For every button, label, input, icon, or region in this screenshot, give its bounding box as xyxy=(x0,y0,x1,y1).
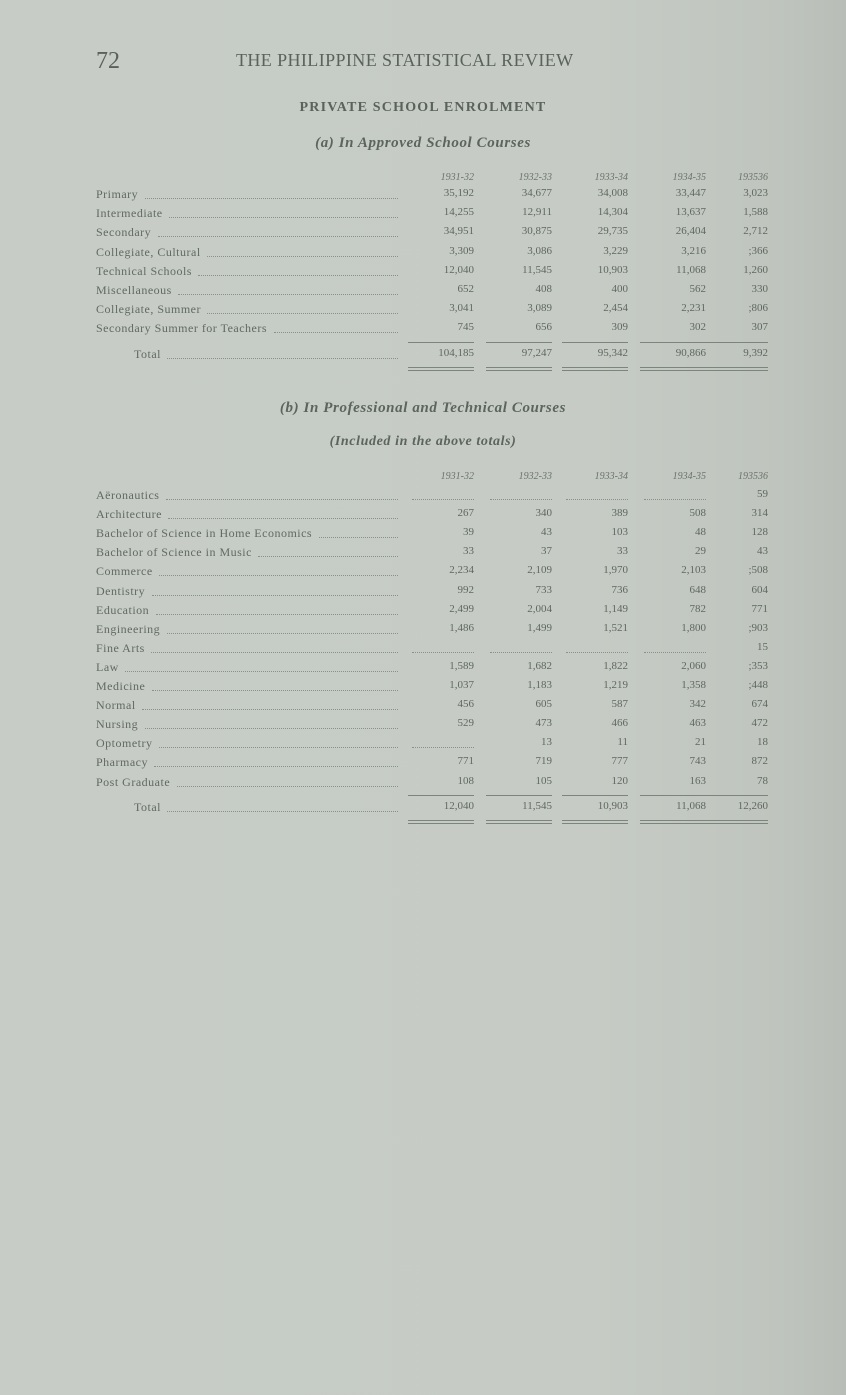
table-row xyxy=(0,245,846,264)
cell-value: 2,109 xyxy=(527,564,552,577)
row-label: Post Graduate xyxy=(96,774,171,789)
cell-value: 992 xyxy=(457,583,474,596)
cell-value: 34,008 xyxy=(597,187,628,199)
row-label: Secondary Summer for Teachers xyxy=(96,321,268,336)
cell-value: 3,309 xyxy=(449,244,474,257)
leader-dots xyxy=(177,786,398,787)
row-label: Collegiate, Summer xyxy=(96,302,201,317)
cell-value: 562 xyxy=(689,283,706,295)
cell-value: 14,255 xyxy=(443,206,474,219)
double-rule xyxy=(702,367,768,371)
empty-cell-dots xyxy=(644,499,706,500)
row-label: Commerce xyxy=(96,564,153,579)
cell-value: 771 xyxy=(457,755,474,768)
sum-rule xyxy=(702,342,768,343)
cell-value: 21 xyxy=(695,736,706,749)
cell-value: 1,149 xyxy=(603,602,628,615)
double-rule xyxy=(640,820,706,824)
sum-rule xyxy=(640,795,706,796)
leader-dots xyxy=(319,537,398,538)
cell-value: ;353 xyxy=(748,659,768,672)
double-rule xyxy=(486,820,552,824)
cell-value: 782 xyxy=(689,602,706,615)
row-label: Medicine xyxy=(96,679,146,693)
year-header: 1933-34 xyxy=(594,172,628,183)
cell-value: 11,545 xyxy=(522,263,552,276)
cell-value: 1,260 xyxy=(743,263,768,276)
table-row xyxy=(0,225,846,244)
cell-value: 18 xyxy=(757,736,768,749)
cell-value: ;448 xyxy=(748,679,768,691)
double-rule xyxy=(640,367,706,371)
sum-rule xyxy=(562,342,628,343)
cell-value: 1,521 xyxy=(603,621,628,634)
cell-value: 307 xyxy=(751,321,768,334)
cell-value: 12,040 xyxy=(443,263,474,276)
cell-value: 34,677 xyxy=(521,187,552,199)
cell-value: 408 xyxy=(535,283,552,295)
cell-value: 2,103 xyxy=(681,564,706,577)
cell-value: 508 xyxy=(689,507,706,520)
leader-dots xyxy=(145,728,398,729)
cell-value: 267 xyxy=(457,507,474,520)
row-label: Bachelor of Science in Music xyxy=(96,545,252,560)
cell-value: 59 xyxy=(757,488,768,500)
cell-value: 472 xyxy=(751,717,768,730)
cell-value: 652 xyxy=(457,283,474,295)
cell-value: 35,192 xyxy=(443,187,474,199)
cell-value: 674 xyxy=(751,698,768,711)
cell-value: 2,234 xyxy=(449,564,474,577)
table-row xyxy=(0,545,846,564)
leader-dots xyxy=(207,256,398,257)
cell-value: 13,637 xyxy=(675,206,706,219)
table-row xyxy=(0,736,846,755)
cell-value: 389 xyxy=(611,507,628,520)
row-label: Nursing xyxy=(96,717,139,732)
cell-value: 1,682 xyxy=(527,659,552,672)
empty-cell-dots xyxy=(412,747,474,748)
cell-value: 26,404 xyxy=(675,225,706,238)
cell-value: 656 xyxy=(535,321,552,334)
cell-value: 103 xyxy=(611,526,628,539)
leader-dots xyxy=(145,198,398,199)
table-row xyxy=(0,717,846,736)
leader-dots xyxy=(142,709,398,710)
cell-value: 771 xyxy=(751,602,768,615)
cell-value: 3,041 xyxy=(449,302,474,315)
year-header: 1932-33 xyxy=(518,172,552,183)
cell-value: 745 xyxy=(457,321,474,334)
cell-value: 872 xyxy=(751,755,768,768)
double-rule xyxy=(408,820,474,824)
cell-value: 3,086 xyxy=(527,244,552,257)
row-label: Dentistry xyxy=(96,583,146,598)
table-row xyxy=(0,564,846,583)
sum-rule xyxy=(562,795,628,796)
leader-dots xyxy=(159,575,398,576)
cell-value: 48 xyxy=(695,526,706,539)
cell-value: 33 xyxy=(617,545,628,558)
cell-value: 605 xyxy=(535,698,552,711)
cell-value: 1,499 xyxy=(527,621,552,634)
table-row xyxy=(0,660,846,679)
cell-value: 2,231 xyxy=(681,302,706,315)
leader-dots xyxy=(158,236,398,237)
sum-rule xyxy=(486,342,552,343)
page-number: 72 xyxy=(96,48,120,74)
cell-value: 2,499 xyxy=(449,602,474,615)
total-label: Total xyxy=(134,799,161,814)
cell-value: 11,545 xyxy=(522,799,552,812)
cell-value: 736 xyxy=(611,583,628,596)
table-row xyxy=(0,641,846,660)
row-label: Pharmacy xyxy=(96,755,148,770)
cell-value: 43 xyxy=(541,526,552,539)
empty-cell-dots xyxy=(412,652,474,653)
cell-value: 1,358 xyxy=(681,679,706,691)
cell-value: 743 xyxy=(689,755,706,768)
cell-value: 3,229 xyxy=(603,244,628,257)
cell-value: 733 xyxy=(535,583,552,596)
cell-value: 466 xyxy=(611,717,628,730)
year-header: 1931-32 xyxy=(440,172,474,183)
cell-value: 78 xyxy=(757,774,768,787)
cell-value: 33 xyxy=(463,545,474,558)
cell-value: 14,304 xyxy=(597,206,628,219)
cell-value: 108 xyxy=(457,774,474,787)
cell-value: 9,392 xyxy=(743,346,768,359)
leader-dots xyxy=(169,217,398,218)
row-label: Architecture xyxy=(96,507,162,522)
leader-dots xyxy=(258,556,398,557)
cell-value: 11 xyxy=(617,736,628,749)
cell-value: 120 xyxy=(611,774,628,787)
table-row xyxy=(0,603,846,622)
table-title: PRIVATE SCHOOL ENROLMENT xyxy=(299,100,547,115)
cell-value: 34,951 xyxy=(443,225,474,238)
double-rule xyxy=(408,367,474,371)
cell-value: ;806 xyxy=(748,302,768,315)
cell-value: 11,068 xyxy=(676,263,706,276)
sum-rule xyxy=(486,795,552,796)
cell-value: 463 xyxy=(689,717,706,730)
empty-cell-dots xyxy=(566,652,628,653)
leader-dots xyxy=(207,313,398,314)
cell-value: 37 xyxy=(541,545,552,558)
cell-value: 456 xyxy=(457,698,474,711)
cell-value: 1,486 xyxy=(449,621,474,634)
leader-dots xyxy=(152,595,398,596)
cell-value: 1,822 xyxy=(603,659,628,672)
cell-value: 3,023 xyxy=(743,187,768,199)
year-header: 193536 xyxy=(738,471,768,482)
year-header: 1932-33 xyxy=(518,471,552,482)
total-row xyxy=(0,800,846,819)
total-label: Total xyxy=(134,346,161,361)
leader-dots xyxy=(178,294,398,295)
cell-value: 10,903 xyxy=(597,799,628,812)
cell-value: 10,903 xyxy=(597,263,628,276)
leader-dots xyxy=(168,518,398,519)
cell-value: 12,260 xyxy=(737,799,768,812)
section-a-subtitle: (a) In Approved School Courses xyxy=(315,135,531,151)
year-header: 1934-35 xyxy=(672,471,706,482)
cell-value: 314 xyxy=(751,507,768,520)
cell-value: 104,185 xyxy=(438,346,474,359)
table-row xyxy=(0,584,846,603)
cell-value: 29 xyxy=(695,545,706,558)
leader-dots xyxy=(167,633,398,634)
double-rule xyxy=(562,367,628,371)
table-row xyxy=(0,755,846,774)
cell-value: 95,342 xyxy=(597,346,628,359)
leader-dots xyxy=(159,747,398,748)
double-rule xyxy=(486,367,552,371)
cell-value: 1,800 xyxy=(681,621,706,634)
cell-value: 43 xyxy=(757,545,768,558)
table-row xyxy=(0,679,846,698)
row-label: Engineering xyxy=(96,621,161,636)
year-header: 1933-34 xyxy=(594,471,628,482)
leader-dots xyxy=(154,766,398,767)
total-row xyxy=(0,347,846,366)
cell-value: ;508 xyxy=(748,564,768,577)
sum-rule xyxy=(408,342,474,343)
cell-value: 777 xyxy=(611,755,628,768)
leader-dots xyxy=(198,275,398,276)
cell-value: 3,216 xyxy=(681,244,706,257)
row-label: Primary xyxy=(96,187,139,201)
cell-value: 529 xyxy=(457,717,474,730)
table-row xyxy=(0,507,846,526)
leader-dots xyxy=(166,499,398,500)
sum-rule xyxy=(408,795,474,796)
row-label: Intermediate xyxy=(96,206,163,221)
cell-value: 400 xyxy=(611,283,628,295)
double-rule xyxy=(562,820,628,824)
cell-value: ;366 xyxy=(748,244,768,257)
cell-value: 1,970 xyxy=(603,564,628,577)
row-label: Optometry xyxy=(96,736,153,751)
row-label: Aëronautics xyxy=(96,488,160,502)
cell-value: 163 xyxy=(689,774,706,787)
cell-value: 340 xyxy=(535,507,552,520)
cell-value: 39 xyxy=(463,526,474,539)
cell-value: 1,589 xyxy=(449,659,474,672)
leader-dots xyxy=(152,690,398,691)
cell-value: 30,875 xyxy=(521,225,552,238)
cell-value: 128 xyxy=(751,526,768,539)
table-row xyxy=(0,775,846,794)
cell-value: 302 xyxy=(689,321,706,334)
empty-cell-dots xyxy=(644,652,706,653)
cell-value: 29,735 xyxy=(597,225,628,238)
cell-value: 604 xyxy=(751,583,768,596)
cell-value: ;903 xyxy=(748,621,768,634)
cell-value: 12,040 xyxy=(443,799,474,812)
empty-cell-dots xyxy=(566,499,628,500)
double-rule xyxy=(702,820,768,824)
row-label: Secondary xyxy=(96,225,152,240)
cell-value: 1,588 xyxy=(743,206,768,219)
cell-value: 13 xyxy=(541,736,552,749)
cell-value: 12,911 xyxy=(522,206,552,219)
leader-dots xyxy=(167,811,398,812)
table-row xyxy=(0,698,846,717)
cell-value: 33,447 xyxy=(675,187,706,199)
cell-value: 2,060 xyxy=(681,659,706,672)
cell-value: 2,004 xyxy=(527,602,552,615)
year-header: 1934-35 xyxy=(672,172,706,183)
cell-value: 719 xyxy=(535,755,552,768)
leader-dots xyxy=(151,652,398,653)
cell-value: 15 xyxy=(757,640,768,653)
table-row xyxy=(0,321,846,340)
cell-value: 90,866 xyxy=(675,346,706,359)
cell-value: 648 xyxy=(689,583,706,596)
cell-value: 587 xyxy=(611,698,628,711)
cell-value: 309 xyxy=(611,321,628,334)
leader-dots xyxy=(156,614,398,615)
cell-value: 105 xyxy=(535,774,552,787)
cell-value: 1,219 xyxy=(603,679,628,691)
empty-cell-dots xyxy=(490,652,552,653)
row-label: Bachelor of Science in Home Economics xyxy=(96,526,313,541)
year-header: 193536 xyxy=(738,172,768,183)
sum-rule xyxy=(640,342,706,343)
cell-value: 473 xyxy=(535,717,552,730)
cell-value: 1,183 xyxy=(527,679,552,691)
row-label: Collegiate, Cultural xyxy=(96,244,201,259)
row-label: Miscellaneous xyxy=(96,283,172,297)
cell-value: 2,712 xyxy=(743,225,768,238)
cell-value: 3,089 xyxy=(527,302,552,315)
sum-rule xyxy=(702,795,768,796)
table-row xyxy=(0,206,846,225)
row-label: Technical Schools xyxy=(96,263,192,278)
row-label: Education xyxy=(96,602,150,617)
leader-dots xyxy=(125,671,398,672)
section-b-subtitle: (b) In Professional and Technical Courses xyxy=(279,400,567,416)
leader-dots xyxy=(274,332,398,333)
cell-value: 97,247 xyxy=(521,346,552,359)
cell-value: 11,068 xyxy=(676,799,706,812)
table-row xyxy=(0,488,846,507)
table-row xyxy=(0,622,846,641)
row-label: Law xyxy=(96,659,119,674)
empty-cell-dots xyxy=(412,499,474,500)
empty-cell-dots xyxy=(490,499,552,500)
section-b-subtitle-note: (Included in the above totals) xyxy=(329,434,517,449)
row-label: Fine Arts xyxy=(96,640,145,655)
year-header: 1931-32 xyxy=(440,471,474,482)
table-row xyxy=(0,283,846,302)
table-row xyxy=(0,302,846,321)
table-row xyxy=(0,526,846,545)
cell-value: 1,037 xyxy=(449,679,474,691)
row-label: Normal xyxy=(96,698,136,713)
cell-value: 330 xyxy=(751,283,768,295)
cell-value: 2,454 xyxy=(603,302,628,315)
table-row xyxy=(0,264,846,283)
table-row xyxy=(0,187,846,206)
cell-value: 342 xyxy=(689,698,706,711)
leader-dots xyxy=(167,358,398,359)
running-head: THE PHILIPPINE STATISTICAL REVIEW xyxy=(236,50,574,70)
